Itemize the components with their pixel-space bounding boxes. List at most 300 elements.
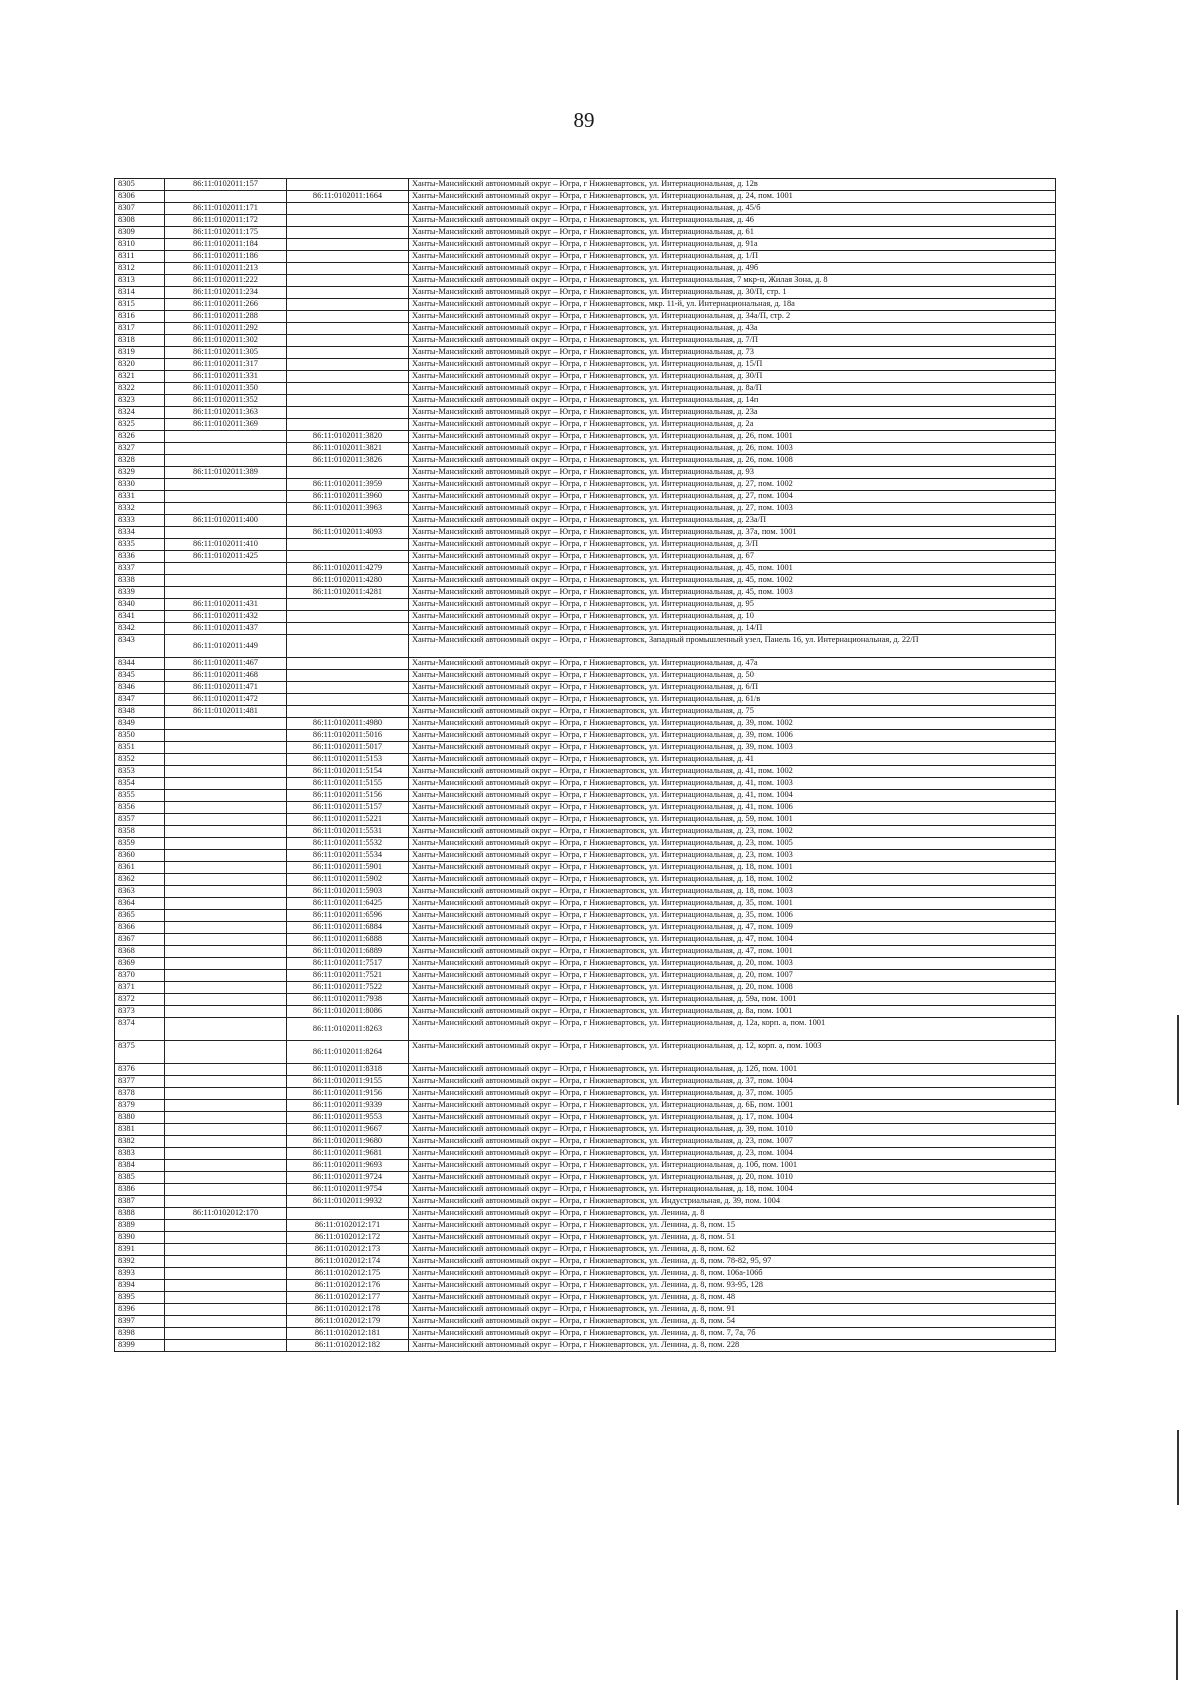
table-row	[115, 347, 1056, 359]
land-cadastral-number-cell	[165, 742, 287, 754]
land-cadastral-number-cell: 86:11:0102011:288	[165, 311, 287, 323]
building-cadastral-number-cell: 86:11:0102011:3826	[287, 455, 409, 467]
address-cell: Ханты-Мансийский автономный округ – Югра, г Нижневартовск, мкр. 11-й, ул. Интернациональная, д. 18а	[409, 299, 1056, 311]
building-cadastral-number-cell	[287, 623, 409, 635]
row-number-cell: 8319	[115, 347, 165, 359]
building-cadastral-number-cell: 86:11:0102011:5901	[287, 862, 409, 874]
row-number-cell: 8399	[115, 1340, 165, 1352]
address-cell: Ханты-Мансийский автономный округ – Югра, г Нижневартовск, ул. Интернациональная, д. 23а	[409, 407, 1056, 419]
address-cell: Ханты-Мансийский автономный округ – Югра, г Нижневартовск, ул. Ленина, д. 8, пом. 54	[409, 1316, 1056, 1328]
land-cadastral-number-cell	[165, 1328, 287, 1340]
building-cadastral-number-cell	[287, 599, 409, 611]
table-row	[115, 874, 1056, 886]
building-cadastral-number-cell: 86:11:0102011:5903	[287, 886, 409, 898]
land-cadastral-number-cell: 86:11:0102011:213	[165, 263, 287, 275]
address-cell: Ханты-Мансийский автономный округ – Югра, г Нижневартовск, ул. Интернациональная, д. 46	[409, 215, 1056, 227]
land-cadastral-number-cell: 86:11:0102011:184	[165, 239, 287, 251]
address-cell: Ханты-Мансийский автономный округ – Югра, г Нижневартовск, ул. Интернациональная, д. 27, пом. 1003	[409, 503, 1056, 515]
row-number-cell: 8365	[115, 910, 165, 922]
building-cadastral-number-cell: 86:11:0102011:5016	[287, 730, 409, 742]
address-cell: Ханты-Мансийский автономный округ – Югра, г Нижневартовск, ул. Интернациональная, д. 34а/П, стр. 2	[409, 311, 1056, 323]
table-row	[115, 215, 1056, 227]
land-cadastral-number-cell	[165, 874, 287, 886]
address-cell: Ханты-Мансийский автономный округ – Югра, г Нижневартовск, ул. Интернациональная, д. 41, пом. 1004	[409, 790, 1056, 802]
land-cadastral-number-cell: 86:11:0102011:468	[165, 670, 287, 682]
table-row	[115, 1172, 1056, 1184]
land-cadastral-number-cell	[165, 191, 287, 203]
table-row	[115, 1328, 1056, 1340]
land-cadastral-number-cell	[165, 814, 287, 826]
land-cadastral-number-cell: 86:11:0102011:449	[165, 635, 287, 658]
page-number: 89	[573, 108, 595, 132]
table-row	[115, 287, 1056, 299]
address-cell: Ханты-Мансийский автономный округ – Югра, г Нижневартовск, ул. Ленина, д. 8, пом. 15	[409, 1220, 1056, 1232]
row-number-cell: 8382	[115, 1136, 165, 1148]
address-cell: Ханты-Мансийский автономный округ – Югра, г Нижневартовск, ул. Ленина, д. 8, пом. 78-82, 95, 97	[409, 1256, 1056, 1268]
table-row	[115, 1148, 1056, 1160]
row-number-cell: 8309	[115, 227, 165, 239]
address-cell: Ханты-Мансийский автономный округ – Югра, г Нижневартовск, ул. Интернациональная, д. 23, пом. 1003	[409, 850, 1056, 862]
row-number-cell: 8397	[115, 1316, 165, 1328]
table-row	[115, 467, 1056, 479]
building-cadastral-number-cell: 86:11:0102011:9553	[287, 1112, 409, 1124]
table-row	[115, 299, 1056, 311]
building-cadastral-number-cell	[287, 323, 409, 335]
address-cell: Ханты-Мансийский автономный округ – Югра, г Нижневартовск, ул. Интернациональная, д. 23, пом. 1002	[409, 826, 1056, 838]
row-number-cell: 8360	[115, 850, 165, 862]
row-number-cell: 8393	[115, 1268, 165, 1280]
land-cadastral-number-cell	[165, 1172, 287, 1184]
row-number-cell: 8388	[115, 1208, 165, 1220]
address-cell: Ханты-Мансийский автономный округ – Югра, г Нижневартовск, ул. Интернациональная, д. 12в	[409, 179, 1056, 191]
address-cell: Ханты-Мансийский автономный округ – Югра, г Нижневартовск, ул. Интернациональная, д. 7/П	[409, 335, 1056, 347]
address-cell: Ханты-Мансийский автономный округ – Югра, г Нижневартовск, ул. Интернациональная, д. 6Б, пом. 1001	[409, 1100, 1056, 1112]
row-number-cell: 8327	[115, 443, 165, 455]
row-number-cell: 8362	[115, 874, 165, 886]
building-cadastral-number-cell: 86:11:0102011:5156	[287, 790, 409, 802]
land-cadastral-number-cell	[165, 898, 287, 910]
registry-table	[114, 178, 1056, 1352]
row-number-cell: 8348	[115, 706, 165, 718]
table-row	[115, 658, 1056, 670]
table-row	[115, 1340, 1056, 1352]
building-cadastral-number-cell: 86:11:0102011:5155	[287, 778, 409, 790]
table-row	[115, 203, 1056, 215]
row-number-cell: 8384	[115, 1160, 165, 1172]
table-row	[115, 371, 1056, 383]
address-cell: Ханты-Мансийский автономный округ – Югра, г Нижневартовск, ул. Интернациональная, д. 26, пом. 1008	[409, 455, 1056, 467]
building-cadastral-number-cell: 86:11:0102011:8086	[287, 1006, 409, 1018]
table-row	[115, 814, 1056, 826]
address-cell: Ханты-Мансийский автономный округ – Югра, г Нижневартовск, ул. Интернациональная, д. 1/П	[409, 251, 1056, 263]
address-cell: Ханты-Мансийский автономный округ – Югра, г Нижневартовск, ул. Ленина, д. 8	[409, 1208, 1056, 1220]
table-row	[115, 311, 1056, 323]
building-cadastral-number-cell	[287, 419, 409, 431]
address-cell: Ханты-Мансийский автономный округ – Югра, г Нижневартовск, ул. Ленина, д. 8, пом. 106а-106б	[409, 1268, 1056, 1280]
address-cell: Ханты-Мансийский автономный округ – Югра, г Нижневартовск, ул. Интернациональная, д. 43а	[409, 323, 1056, 335]
building-cadastral-number-cell: 86:11:0102011:9339	[287, 1100, 409, 1112]
row-number-cell: 8310	[115, 239, 165, 251]
land-cadastral-number-cell	[165, 934, 287, 946]
row-number-cell: 8372	[115, 994, 165, 1006]
building-cadastral-number-cell	[287, 682, 409, 694]
row-number-cell: 8330	[115, 479, 165, 491]
table-row	[115, 994, 1056, 1006]
table-row	[115, 1100, 1056, 1112]
address-cell: Ханты-Мансийский автономный округ – Югра, г Нижневартовск, Западный промышленный узел, Панель 16, ул. Интернациональная, д. 22/П	[409, 635, 1056, 658]
building-cadastral-number-cell: 86:11:0102011:9724	[287, 1172, 409, 1184]
address-cell: Ханты-Мансийский автономный округ – Югра, г Нижневартовск, ул. Интернациональная, д. 18, пом. 1004	[409, 1184, 1056, 1196]
row-number-cell: 8305	[115, 179, 165, 191]
land-cadastral-number-cell: 86:11:0102011:467	[165, 658, 287, 670]
building-cadastral-number-cell	[287, 395, 409, 407]
building-cadastral-number-cell: 86:11:0102011:7938	[287, 994, 409, 1006]
land-cadastral-number-cell	[165, 958, 287, 970]
row-number-cell: 8392	[115, 1256, 165, 1268]
land-cadastral-number-cell: 86:11:0102011:305	[165, 347, 287, 359]
land-cadastral-number-cell: 86:11:0102011:352	[165, 395, 287, 407]
building-cadastral-number-cell	[287, 515, 409, 527]
land-cadastral-number-cell	[165, 1018, 287, 1041]
address-cell: Ханты-Мансийский автономный округ – Югра, г Нижневартовск, ул. Ленина, д. 8, пом. 7, 7а, 7б	[409, 1328, 1056, 1340]
land-cadastral-number-cell	[165, 982, 287, 994]
row-number-cell: 8317	[115, 323, 165, 335]
table-row	[115, 359, 1056, 371]
building-cadastral-number-cell	[287, 670, 409, 682]
table-row	[115, 1076, 1056, 1088]
row-number-cell: 8311	[115, 251, 165, 263]
row-number-cell: 8314	[115, 287, 165, 299]
land-cadastral-number-cell: 86:11:0102011:175	[165, 227, 287, 239]
address-cell: Ханты-Мансийский автономный округ – Югра, г Нижневартовск, ул. Интернациональная, д. 39, пом. 1003	[409, 742, 1056, 754]
land-cadastral-number-cell	[165, 1160, 287, 1172]
row-number-cell: 8383	[115, 1148, 165, 1160]
land-cadastral-number-cell	[165, 946, 287, 958]
building-cadastral-number-cell: 86:11:0102011:7517	[287, 958, 409, 970]
table-row	[115, 1256, 1056, 1268]
row-number-cell: 8364	[115, 898, 165, 910]
table-row	[115, 790, 1056, 802]
address-cell: Ханты-Мансийский автономный округ – Югра, г Нижневартовск, ул. Интернациональная, д. 75	[409, 706, 1056, 718]
address-cell: Ханты-Мансийский автономный округ – Югра, г Нижневартовск, ул. Интернациональная, д. 23, пом. 1007	[409, 1136, 1056, 1148]
address-cell: Ханты-Мансийский автономный округ – Югра, г Нижневартовск, ул. Индустриальная, д. 39, пом. 1004	[409, 1196, 1056, 1208]
building-cadastral-number-cell	[287, 407, 409, 419]
building-cadastral-number-cell: 86:11:0102011:9667	[287, 1124, 409, 1136]
table-row	[115, 323, 1056, 335]
address-cell: Ханты-Мансийский автономный округ – Югра, г Нижневартовск, ул. Интернациональная, д. 47, пом. 1009	[409, 922, 1056, 934]
address-cell: Ханты-Мансийский автономный округ – Югра, г Нижневартовск, ул. Интернациональная, д. 14/П	[409, 623, 1056, 635]
building-cadastral-number-cell: 86:11:0102011:3820	[287, 431, 409, 443]
address-cell: Ханты-Мансийский автономный округ – Югра, г Нижневартовск, ул. Интернациональная, д. 20, пом. 1003	[409, 958, 1056, 970]
address-cell: Ханты-Мансийский автономный округ – Югра, г Нижневартовск, ул. Интернациональная, д. 8а, пом. 1001	[409, 1006, 1056, 1018]
land-cadastral-number-cell: 86:11:0102011:471	[165, 682, 287, 694]
building-cadastral-number-cell: 86:11:0102012:177	[287, 1292, 409, 1304]
address-cell: Ханты-Мансийский автономный округ – Югра, г Нижневартовск, ул. Интернациональная, д. 27, пом. 1004	[409, 491, 1056, 503]
address-cell: Ханты-Мансийский автономный округ – Югра, г Нижневартовск, ул. Интернациональная, д. 45, пом. 1002	[409, 575, 1056, 587]
building-cadastral-number-cell: 86:11:0102011:5221	[287, 814, 409, 826]
table-row	[115, 539, 1056, 551]
land-cadastral-number-cell	[165, 826, 287, 838]
building-cadastral-number-cell: 86:11:0102011:9156	[287, 1088, 409, 1100]
address-cell: Ханты-Мансийский автономный округ – Югра, г Нижневартовск, ул. Интернациональная, д. 3/П	[409, 539, 1056, 551]
table-row	[115, 802, 1056, 814]
table-row	[115, 898, 1056, 910]
land-cadastral-number-cell	[165, 1064, 287, 1076]
building-cadastral-number-cell: 86:11:0102011:9155	[287, 1076, 409, 1088]
table-row	[115, 1112, 1056, 1124]
land-cadastral-number-cell	[165, 766, 287, 778]
row-number-cell: 8394	[115, 1280, 165, 1292]
building-cadastral-number-cell	[287, 275, 409, 287]
table-row	[115, 563, 1056, 575]
land-cadastral-number-cell	[165, 1316, 287, 1328]
table-row	[115, 934, 1056, 946]
table-row	[115, 479, 1056, 491]
building-cadastral-number-cell: 86:11:0102012:179	[287, 1316, 409, 1328]
address-cell: Ханты-Мансийский автономный округ – Югра, г Нижневартовск, ул. Интернациональная, д. 10б, пом. 1001	[409, 1160, 1056, 1172]
address-cell: Ханты-Мансийский автономный округ – Югра, г Нижневартовск, ул. Интернациональная, д. 61/в	[409, 694, 1056, 706]
building-cadastral-number-cell: 86:11:0102011:7522	[287, 982, 409, 994]
table-row	[115, 227, 1056, 239]
building-cadastral-number-cell: 86:11:0102012:172	[287, 1232, 409, 1244]
row-number-cell: 8351	[115, 742, 165, 754]
row-number-cell: 8344	[115, 658, 165, 670]
building-cadastral-number-cell: 86:11:0102012:173	[287, 1244, 409, 1256]
row-number-cell: 8322	[115, 383, 165, 395]
land-cadastral-number-cell	[165, 886, 287, 898]
land-cadastral-number-cell	[165, 730, 287, 742]
table-row	[115, 766, 1056, 778]
table-row	[115, 407, 1056, 419]
address-cell: Ханты-Мансийский автономный округ – Югра, г Нижневартовск, ул. Интернациональная, д. 47, пом. 1001	[409, 946, 1056, 958]
address-cell: Ханты-Мансийский автономный округ – Югра, г Нижневартовск, ул. Интернациональная, д. 27, пом. 1002	[409, 479, 1056, 491]
land-cadastral-number-cell: 86:11:0102011:425	[165, 551, 287, 563]
table-row	[115, 431, 1056, 443]
building-cadastral-number-cell: 86:11:0102011:4279	[287, 563, 409, 575]
building-cadastral-number-cell	[287, 383, 409, 395]
table-row	[115, 718, 1056, 730]
row-number-cell: 8369	[115, 958, 165, 970]
land-cadastral-number-cell	[165, 778, 287, 790]
row-number-cell: 8308	[115, 215, 165, 227]
building-cadastral-number-cell: 86:11:0102011:5157	[287, 802, 409, 814]
building-cadastral-number-cell: 86:11:0102011:7521	[287, 970, 409, 982]
land-cadastral-number-cell	[165, 479, 287, 491]
table-row	[115, 1292, 1056, 1304]
building-cadastral-number-cell: 86:11:0102011:3960	[287, 491, 409, 503]
building-cadastral-number-cell: 86:11:0102011:8264	[287, 1041, 409, 1064]
land-cadastral-number-cell: 86:11:0102011:302	[165, 335, 287, 347]
table-row	[115, 503, 1056, 515]
building-cadastral-number-cell	[287, 347, 409, 359]
address-cell: Ханты-Мансийский автономный округ – Югра, г Нижневартовск, ул. Интернациональная, д. 37а, пом. 1001	[409, 527, 1056, 539]
table-row	[115, 551, 1056, 563]
row-number-cell: 8377	[115, 1076, 165, 1088]
building-cadastral-number-cell: 86:11:0102011:3963	[287, 503, 409, 515]
address-cell: Ханты-Мансийский автономный округ – Югра, г Нижневартовск, ул. Интернациональная, д. 30/П	[409, 371, 1056, 383]
row-number-cell: 8306	[115, 191, 165, 203]
row-number-cell: 8396	[115, 1304, 165, 1316]
registry-table-body	[115, 179, 1056, 1352]
address-cell: Ханты-Мансийский автономный округ – Югра, г Нижневартовск, ул. Интернациональная, д. 67	[409, 551, 1056, 563]
row-number-cell: 8366	[115, 922, 165, 934]
table-row	[115, 886, 1056, 898]
table-row	[115, 335, 1056, 347]
row-number-cell: 8357	[115, 814, 165, 826]
building-cadastral-number-cell: 86:11:0102012:182	[287, 1340, 409, 1352]
row-number-cell: 8355	[115, 790, 165, 802]
land-cadastral-number-cell	[165, 1220, 287, 1232]
land-cadastral-number-cell	[165, 994, 287, 1006]
row-number-cell: 8328	[115, 455, 165, 467]
address-cell: Ханты-Мансийский автономный округ – Югра, г Нижневартовск, ул. Интернациональная, д. 30/П, стр. 1	[409, 287, 1056, 299]
scan-artifact-mark	[1177, 1430, 1179, 1505]
land-cadastral-number-cell	[165, 455, 287, 467]
address-cell: Ханты-Мансийский автономный округ – Югра, г Нижневартовск, ул. Интернациональная, д. 41, пом. 1003	[409, 778, 1056, 790]
row-number-cell: 8395	[115, 1292, 165, 1304]
table-row	[115, 419, 1056, 431]
building-cadastral-number-cell	[287, 658, 409, 670]
building-cadastral-number-cell: 86:11:0102011:3821	[287, 443, 409, 455]
building-cadastral-number-cell: 86:11:0102011:6596	[287, 910, 409, 922]
land-cadastral-number-cell	[165, 1041, 287, 1064]
address-cell: Ханты-Мансийский автономный округ – Югра, г Нижневартовск, ул. Интернациональная, д. 41, пом. 1006	[409, 802, 1056, 814]
land-cadastral-number-cell: 86:11:0102011:317	[165, 359, 287, 371]
land-cadastral-number-cell	[165, 503, 287, 515]
table-row	[115, 1006, 1056, 1018]
building-cadastral-number-cell	[287, 251, 409, 263]
table-row	[115, 527, 1056, 539]
land-cadastral-number-cell	[165, 491, 287, 503]
land-cadastral-number-cell: 86:11:0102011:363	[165, 407, 287, 419]
row-number-cell: 8363	[115, 886, 165, 898]
table-row	[115, 239, 1056, 251]
land-cadastral-number-cell	[165, 1280, 287, 1292]
land-cadastral-number-cell	[165, 838, 287, 850]
row-number-cell: 8375	[115, 1041, 165, 1064]
row-number-cell: 8354	[115, 778, 165, 790]
building-cadastral-number-cell: 86:11:0102011:8318	[287, 1064, 409, 1076]
row-number-cell: 8321	[115, 371, 165, 383]
table-row	[115, 730, 1056, 742]
address-cell: Ханты-Мансийский автономный округ – Югра, г Нижневартовск, ул. Интернациональная, д. 41	[409, 754, 1056, 766]
land-cadastral-number-cell: 86:11:0102011:410	[165, 539, 287, 551]
table-row	[115, 1316, 1056, 1328]
table-row	[115, 575, 1056, 587]
land-cadastral-number-cell: 86:11:0102011:172	[165, 215, 287, 227]
table-row	[115, 862, 1056, 874]
table-row	[115, 838, 1056, 850]
row-number-cell: 8340	[115, 599, 165, 611]
building-cadastral-number-cell	[287, 299, 409, 311]
land-cadastral-number-cell: 86:11:0102011:234	[165, 287, 287, 299]
address-cell: Ханты-Мансийский автономный округ – Югра, г Нижневартовск, ул. Интернациональная, д. 47а	[409, 658, 1056, 670]
address-cell: Ханты-Мансийский автономный округ – Югра, г Нижневартовск, ул. Интернациональная, 7 мкр-н, Жилая Зона, д. 8	[409, 275, 1056, 287]
land-cadastral-number-cell: 86:11:0102011:292	[165, 323, 287, 335]
table-row	[115, 1208, 1056, 1220]
address-cell: Ханты-Мансийский автономный округ – Югра, г Нижневартовск, ул. Интернациональная, д. 23а/П	[409, 515, 1056, 527]
building-cadastral-number-cell: 86:11:0102011:1664	[287, 191, 409, 203]
address-cell: Ханты-Мансийский автономный округ – Югра, г Нижневартовск, ул. Интернациональная, д. 12, корп. а, пом. 1003	[409, 1041, 1056, 1064]
row-number-cell: 8387	[115, 1196, 165, 1208]
land-cadastral-number-cell: 86:11:0102011:331	[165, 371, 287, 383]
table-row	[115, 383, 1056, 395]
table-row	[115, 1304, 1056, 1316]
building-cadastral-number-cell	[287, 335, 409, 347]
row-number-cell: 8307	[115, 203, 165, 215]
land-cadastral-number-cell: 86:11:0102011:266	[165, 299, 287, 311]
table-row	[115, 754, 1056, 766]
address-cell: Ханты-Мансийский автономный округ – Югра, г Нижневартовск, ул. Интернациональная, д. 50	[409, 670, 1056, 682]
table-row	[115, 1041, 1056, 1064]
address-cell: Ханты-Мансийский автономный округ – Югра, г Нижневартовск, ул. Интернациональная, д. 12а, корп. а, пом. 1001	[409, 1018, 1056, 1041]
table-row	[115, 1196, 1056, 1208]
table-row	[115, 1184, 1056, 1196]
address-cell: Ханты-Мансийский автономный округ – Югра, г Нижневартовск, ул. Ленина, д. 8, пом. 48	[409, 1292, 1056, 1304]
row-number-cell: 8367	[115, 934, 165, 946]
table-row	[115, 1064, 1056, 1076]
address-cell: Ханты-Мансийский автономный округ – Югра, г Нижневартовск, ул. Интернациональная, д. 47, пом. 1004	[409, 934, 1056, 946]
address-cell: Ханты-Мансийский автономный округ – Югра, г Нижневартовск, ул. Интернациональная, д. 35, пом. 1006	[409, 910, 1056, 922]
land-cadastral-number-cell	[165, 1244, 287, 1256]
address-cell: Ханты-Мансийский автономный округ – Югра, г Нижневартовск, ул. Ленина, д. 8, пом. 91	[409, 1304, 1056, 1316]
building-cadastral-number-cell	[287, 359, 409, 371]
building-cadastral-number-cell: 86:11:0102011:4281	[287, 587, 409, 599]
row-number-cell: 8337	[115, 563, 165, 575]
land-cadastral-number-cell	[165, 1232, 287, 1244]
table-row	[115, 1220, 1056, 1232]
table-row	[115, 826, 1056, 838]
address-cell: Ханты-Мансийский автономный округ – Югра, г Нижневартовск, ул. Интернациональная, д. 91а	[409, 239, 1056, 251]
building-cadastral-number-cell	[287, 706, 409, 718]
row-number-cell: 8336	[115, 551, 165, 563]
building-cadastral-number-cell	[287, 467, 409, 479]
table-row	[115, 635, 1056, 658]
row-number-cell: 8346	[115, 682, 165, 694]
table-row	[115, 1124, 1056, 1136]
table-row	[115, 1136, 1056, 1148]
building-cadastral-number-cell: 86:11:0102011:6884	[287, 922, 409, 934]
row-number-cell: 8352	[115, 754, 165, 766]
address-cell: Ханты-Мансийский автономный округ – Югра, г Нижневартовск, ул. Ленина, д. 8, пом. 62	[409, 1244, 1056, 1256]
table-row	[115, 1280, 1056, 1292]
address-cell: Ханты-Мансийский автономный округ – Югра, г Нижневартовск, ул. Ленина, д. 8, пом. 51	[409, 1232, 1056, 1244]
land-cadastral-number-cell	[165, 850, 287, 862]
row-number-cell: 8325	[115, 419, 165, 431]
address-cell: Ханты-Мансийский автономный округ – Югра, г Нижневартовск, ул. Интернациональная, д. 20, пом. 1010	[409, 1172, 1056, 1184]
land-cadastral-number-cell	[165, 910, 287, 922]
row-number-cell: 8331	[115, 491, 165, 503]
building-cadastral-number-cell: 86:11:0102011:9932	[287, 1196, 409, 1208]
land-cadastral-number-cell	[165, 1100, 287, 1112]
address-cell: Ханты-Мансийский автономный округ – Югра, г Нижневартовск, ул. Интернациональная, д. 45, пом. 1003	[409, 587, 1056, 599]
address-cell: Ханты-Мансийский автономный округ – Югра, г Нижневартовск, ул. Интернациональная, д. 26, пом. 1001	[409, 431, 1056, 443]
row-number-cell: 8373	[115, 1006, 165, 1018]
address-cell: Ханты-Мансийский автономный округ – Югра, г Нижневартовск, ул. Интернациональная, д. 18, пом. 1002	[409, 874, 1056, 886]
land-cadastral-number-cell	[165, 527, 287, 539]
land-cadastral-number-cell: 86:11:0102011:369	[165, 419, 287, 431]
row-number-cell: 8361	[115, 862, 165, 874]
table-row	[115, 395, 1056, 407]
building-cadastral-number-cell: 86:11:0102011:5531	[287, 826, 409, 838]
address-cell: Ханты-Мансийский автономный округ – Югра, г Нижневартовск, ул. Интернациональная, д. 39, пом. 1006	[409, 730, 1056, 742]
address-cell: Ханты-Мансийский автономный округ – Югра, г Нижневартовск, ул. Интернациональная, д. 35, пом. 1001	[409, 898, 1056, 910]
row-number-cell: 8374	[115, 1018, 165, 1041]
address-cell: Ханты-Мансийский автономный округ – Югра, г Нижневартовск, ул. Интернациональная, д. 8а/П	[409, 383, 1056, 395]
row-number-cell: 8389	[115, 1220, 165, 1232]
table-row	[115, 706, 1056, 718]
table-row	[115, 587, 1056, 599]
